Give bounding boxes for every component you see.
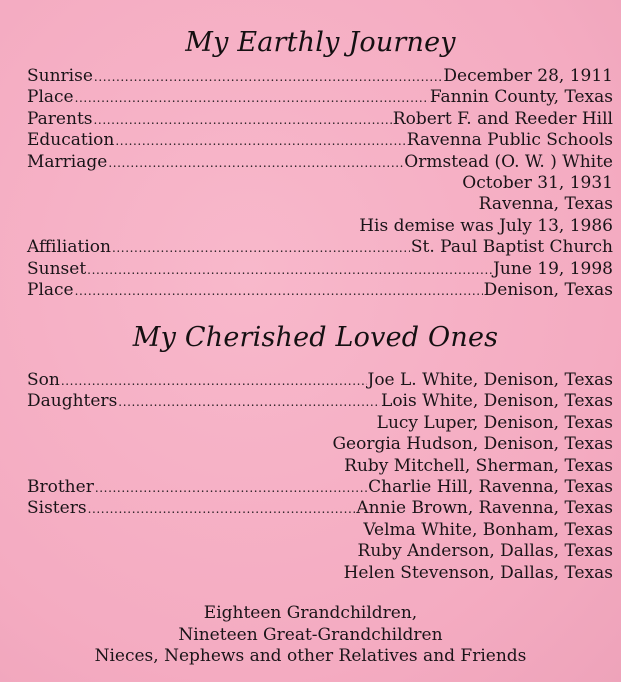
row-value: Lois White, Denison, Texas — [381, 391, 613, 412]
footer-line: Nineteen Great-Grandchildren — [178, 624, 443, 645]
list-item — [27, 259, 613, 280]
dot-leader — [108, 153, 403, 174]
dot-leader — [94, 67, 443, 88]
dot-leader — [61, 371, 367, 392]
row-value: St. Paul Baptist Church — [410, 237, 613, 258]
row-value: Helen Stevenson, Dallas, Texas — [343, 562, 613, 583]
footer-line: Eighteen Grandchildren, — [203, 603, 418, 623]
row-label: Sunrise — [27, 66, 93, 86]
row-label: Marriage — [27, 151, 108, 172]
list-item — [27, 216, 613, 237]
row-value: Ormstead (O. W. ) White — [404, 151, 613, 172]
row-value: Velma White, Bonham, Texas — [363, 519, 613, 540]
dot-leader — [95, 478, 367, 499]
dot-leader — [94, 110, 392, 131]
row-value: June 19, 1998 — [493, 258, 613, 279]
dot-leader — [118, 392, 380, 413]
list-item — [27, 237, 613, 258]
row-value: Ravenna, Texas — [478, 194, 613, 215]
list-item — [27, 541, 613, 562]
row-value: Joe L. White, Denison, Texas — [367, 370, 613, 390]
list-item — [27, 434, 613, 455]
row-value: His demise was July 13, 1986 — [359, 215, 613, 236]
row-label: Sisters — [27, 498, 87, 519]
row-value: Fannin County, Texas — [429, 87, 613, 108]
row-value: Georgia Hudson, Denison, Texas — [332, 434, 613, 455]
list-item — [27, 152, 613, 173]
row-value: Denison, Texas — [483, 279, 613, 300]
list-item — [27, 477, 613, 498]
row-label: Sunset — [27, 258, 87, 279]
row-value: Lucy Luper, Denison, Texas — [376, 412, 613, 433]
row-label: Affiliation — [27, 237, 111, 258]
list-item — [27, 130, 613, 151]
row-value: Robert F. and Reeder Hill — [392, 108, 613, 129]
grandchildren-note — [0, 603, 621, 668]
row-label: Brother — [27, 476, 94, 497]
earthly-journey-list — [27, 66, 613, 301]
dot-leader — [75, 281, 483, 302]
row-label: Parents — [27, 108, 93, 129]
dot-leader — [75, 88, 429, 109]
list-item — [27, 280, 613, 301]
dot-leader — [87, 260, 492, 281]
dot-leader — [115, 131, 405, 152]
list-item — [27, 87, 613, 108]
row-label: Place — [27, 87, 74, 108]
row-label: Son — [27, 370, 60, 390]
section-title-loved-ones: My Cherished Loved Ones — [132, 322, 499, 353]
row-value: Charlie Hill, Ravenna, Texas — [368, 476, 613, 497]
row-value: December 28, 1911 — [443, 66, 613, 86]
row-value: Annie Brown, Ravenna, Texas — [356, 498, 613, 519]
list-item — [27, 563, 613, 584]
row-value: Ravenna Public Schools — [406, 130, 613, 151]
row-label: Place — [27, 279, 74, 300]
list-item — [27, 173, 613, 194]
section-title-earthly-journey: My Earthly Journey — [185, 27, 456, 58]
dot-leader — [88, 499, 356, 520]
list-item — [27, 370, 613, 391]
list-item — [27, 520, 613, 541]
list-item — [27, 391, 613, 412]
list-item — [27, 456, 613, 477]
row-value: October 31, 1931 — [462, 172, 613, 193]
row-value: Ruby Anderson, Dallas, Texas — [357, 541, 613, 562]
list-item — [27, 498, 613, 519]
list-item — [27, 413, 613, 434]
row-value: Ruby Mitchell, Sherman, Texas — [344, 455, 613, 476]
dot-leader — [112, 238, 410, 259]
row-label: Education — [27, 130, 115, 151]
list-item — [27, 194, 613, 215]
list-item — [27, 66, 613, 87]
row-label: Daughters — [27, 391, 118, 412]
list-item — [27, 109, 613, 130]
loved-ones-list — [27, 370, 613, 584]
footer-line: Nieces, Nephews and other Relatives and Friends — [94, 646, 527, 666]
